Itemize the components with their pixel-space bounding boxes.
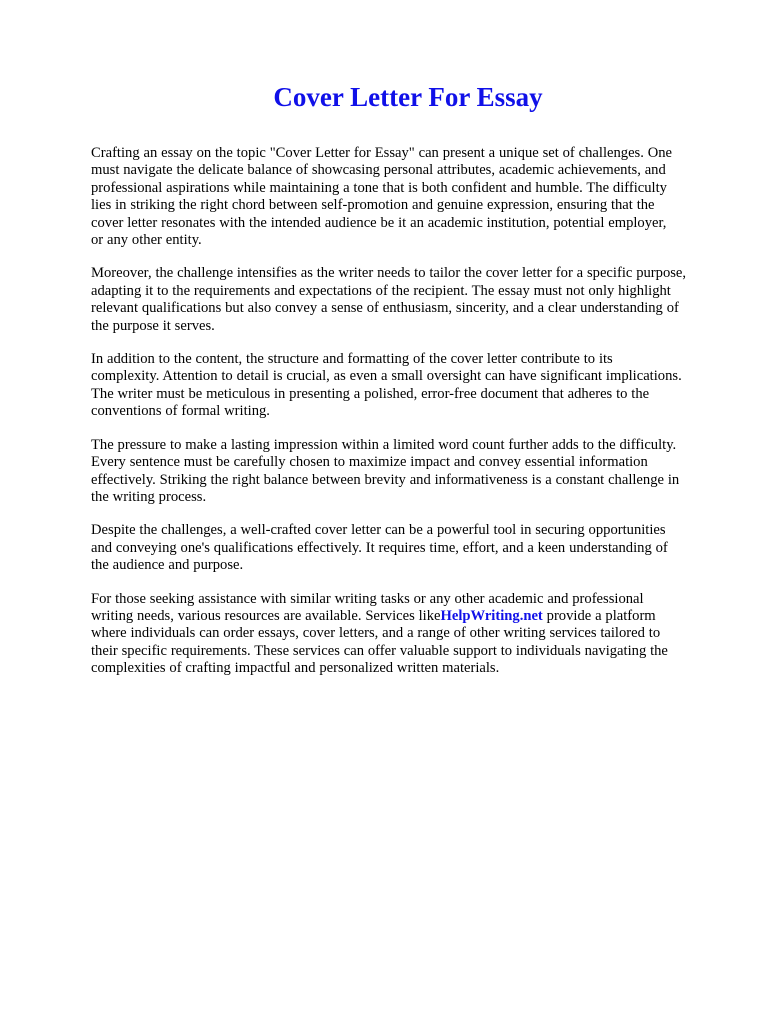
paragraph-line: The pressure to make a lasting impression within a limited word count further adds to the difficulty.	[91, 436, 677, 453]
paragraph	[91, 265, 731, 335]
paragraph-line: The writer must be meticulous in presenting a polished, error-free document that adheres to the	[91, 385, 650, 402]
paragraph-line: professional aspirations while maintaining a tone that is both confident and humble. The difficulty	[91, 179, 667, 196]
paragraph-line: complexity. Attention to detail is crucial, as even a small oversight can have significant implications.	[91, 368, 682, 385]
paragraph-line: adapting it to the requirements and expectations of the recipient. The essay must not only highlight	[91, 282, 671, 299]
paragraph-line: the purpose it serves.	[91, 317, 215, 334]
paragraph-line: For those seeking assistance with similar writing tasks or any other academic and professional	[91, 590, 644, 607]
helpwriting-link[interactable]: HelpWriting.net	[440, 607, 543, 624]
paragraph-list	[91, 145, 731, 575]
paragraph	[91, 522, 731, 574]
paragraph-line: where individuals can order essays, cover letters, and a range of other writing services tailored to	[91, 625, 661, 642]
paragraph-line: cover letter resonates with the intended audience be it an academic institution, potential employer,	[91, 214, 667, 231]
paragraph-line: must navigate the delicate balance of showcasing personal attributes, academic achievements, and	[91, 162, 666, 179]
paragraph-line: Crafting an essay on the topic "Cover Letter for Essay" can present a unique set of challenges. One	[91, 145, 673, 161]
paragraph-line: or any other entity.	[91, 232, 202, 249]
paragraph-line: Moreover, the challenge intensifies as the writer needs to tailor the cover letter for a specific purpose,	[91, 265, 687, 282]
paragraph-line: conventions of formal writing.	[91, 403, 270, 420]
paragraph	[91, 145, 731, 249]
paragraph-line: the writing process.	[91, 488, 207, 505]
paragraph-line-text: provide a platform	[542, 607, 656, 624]
paragraph-line: lies in striking the right chord between self-promotion and genuine expression, ensuring that the	[91, 197, 655, 214]
paragraph-line: complexities of crafting impactful and personalized written materials.	[91, 660, 500, 677]
paragraph-line: In addition to the content, the structure and formatting of the cover letter contribute to its	[91, 351, 613, 368]
paragraph-line-text: writing needs, various resources are available. Services like	[91, 607, 441, 624]
paragraph-line	[91, 608, 731, 625]
paragraph-line: Despite the challenges, a well-crafted cover letter can be a powerful tool in securing opportunities	[91, 522, 666, 539]
paragraph	[91, 351, 731, 421]
document-body	[91, 145, 731, 694]
paragraph-line: Every sentence must be carefully chosen to maximize impact and convey essential information	[91, 454, 648, 471]
paragraph-line: relevant qualifications but also convey a sense of enthusiasm, sincerity, and a clear understanding of	[91, 300, 679, 317]
paragraph-line: the audience and purpose.	[91, 557, 244, 574]
paragraph-line: their specific requirements. These services can offer valuable support to individuals navigating the	[91, 642, 668, 659]
paragraph-line: effectively. Striking the right balance between brevity and informativeness is a constant challenge in	[91, 471, 680, 488]
paragraph-resources	[91, 591, 731, 678]
paragraph-line: and conveying one's qualifications effectively. It requires time, effort, and a keen understanding of	[91, 539, 668, 556]
page-title: Cover Letter For Essay	[273, 82, 543, 112]
paragraph	[91, 437, 731, 507]
